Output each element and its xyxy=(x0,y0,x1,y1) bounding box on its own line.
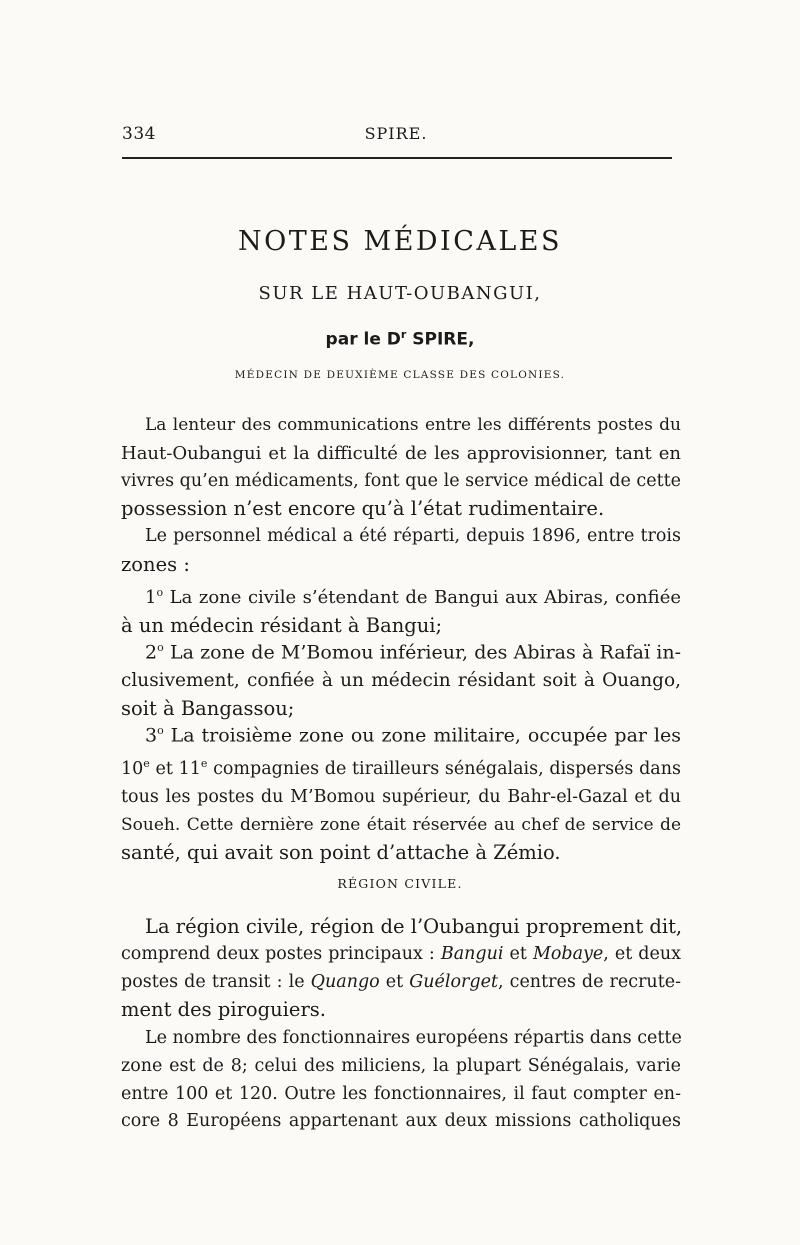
text-line: La lenteur des communications entre les différents postes du xyxy=(145,415,681,435)
paragraph-zone-2 xyxy=(121,634,681,723)
text-line: possession n’est encore qu’à l’état rudimentaire. xyxy=(121,497,605,521)
paragraph-2 xyxy=(121,523,681,579)
text-line: entre 100 et 120. Outre les fonctionnaires, il faut compter en- xyxy=(121,1083,681,1104)
text-line: Le personnel médical a été réparti, depuis 1896, entre trois xyxy=(145,526,681,546)
text-line: postes de transit : le Quango et Guélorget, centres de recrute- xyxy=(121,971,682,992)
text-line: ment des piroguiers. xyxy=(121,998,326,1022)
text-line: 10e et 11e compagnies de tirailleurs sénégalais, dispersés dans xyxy=(121,757,681,779)
text-line: 2$^o$ La zone de M’Bomou inférieur, des Abiras à Rafaï in- xyxy=(145,641,681,664)
text-line: 1$^o$ La zone civile s’étendant de Bangui aux Abiras, confiée xyxy=(145,586,681,608)
page-number: 334 xyxy=(122,124,156,144)
text-line: santé, qui avait son point d’attache à Zémio. xyxy=(121,841,561,865)
text-line: 3$^o$ La troisième zone ou zone militaire, occupée par les xyxy=(145,724,681,747)
paragraph-1 xyxy=(121,412,681,523)
article-title: NOTES MÉDICALES xyxy=(237,226,563,257)
text-line: Soueh. Cette dernière zone était réservée au chef de service de xyxy=(121,814,681,835)
section-heading: RÉGION CIVILE. xyxy=(337,876,463,891)
running-head xyxy=(122,124,670,146)
text-line: Haut-Oubangui et la difficulté de les approvisionner, tant en xyxy=(121,442,681,464)
paragraph-zone-1 xyxy=(121,579,681,640)
text-line: vivres qu’en médicaments, font que le service médical de cette xyxy=(121,470,681,491)
paragraph-region-civile xyxy=(121,913,681,1024)
text-line: comprend deux postes principaux : Bangui et Mobaye, et deux xyxy=(121,943,682,964)
article-subtitle: SUR LE HAUT-OUBANGUI, xyxy=(258,283,542,304)
text-line: zones : xyxy=(121,552,190,576)
text-line: zone est de 8; celui des miliciens, la plupart Sénégalais, varie xyxy=(121,1055,681,1076)
text-line: core 8 Européens appartenant aux deux missions catholiques xyxy=(121,1111,681,1132)
text-line: tous les postes du M’Bomou supérieur, du Bahr-el-Gazal et du xyxy=(121,786,681,807)
author-rank: MÉDECIN DE DEUXIÈME CLASSE DES COLONIES. xyxy=(234,369,566,381)
text-line: La région civile, région de l’Oubangui proprement dit, xyxy=(145,915,683,938)
author-byline: par le $D^r$ SPIRE, xyxy=(325,328,475,350)
text-line: soit à Bangassou; xyxy=(121,696,295,720)
text-line: à un médecin résidant à Bangui; xyxy=(121,613,443,637)
header-rule xyxy=(122,157,672,159)
text-line: clusivement, confiée à un médecin résidant soit à Ouango, xyxy=(121,670,681,692)
running-title: SPIRE. xyxy=(364,124,428,143)
text-line: Le nombre des fonctionnaires européens répartis dans cette xyxy=(145,1028,682,1048)
paragraph-zone-3 xyxy=(121,717,681,867)
paragraph-7 xyxy=(121,1025,681,1136)
